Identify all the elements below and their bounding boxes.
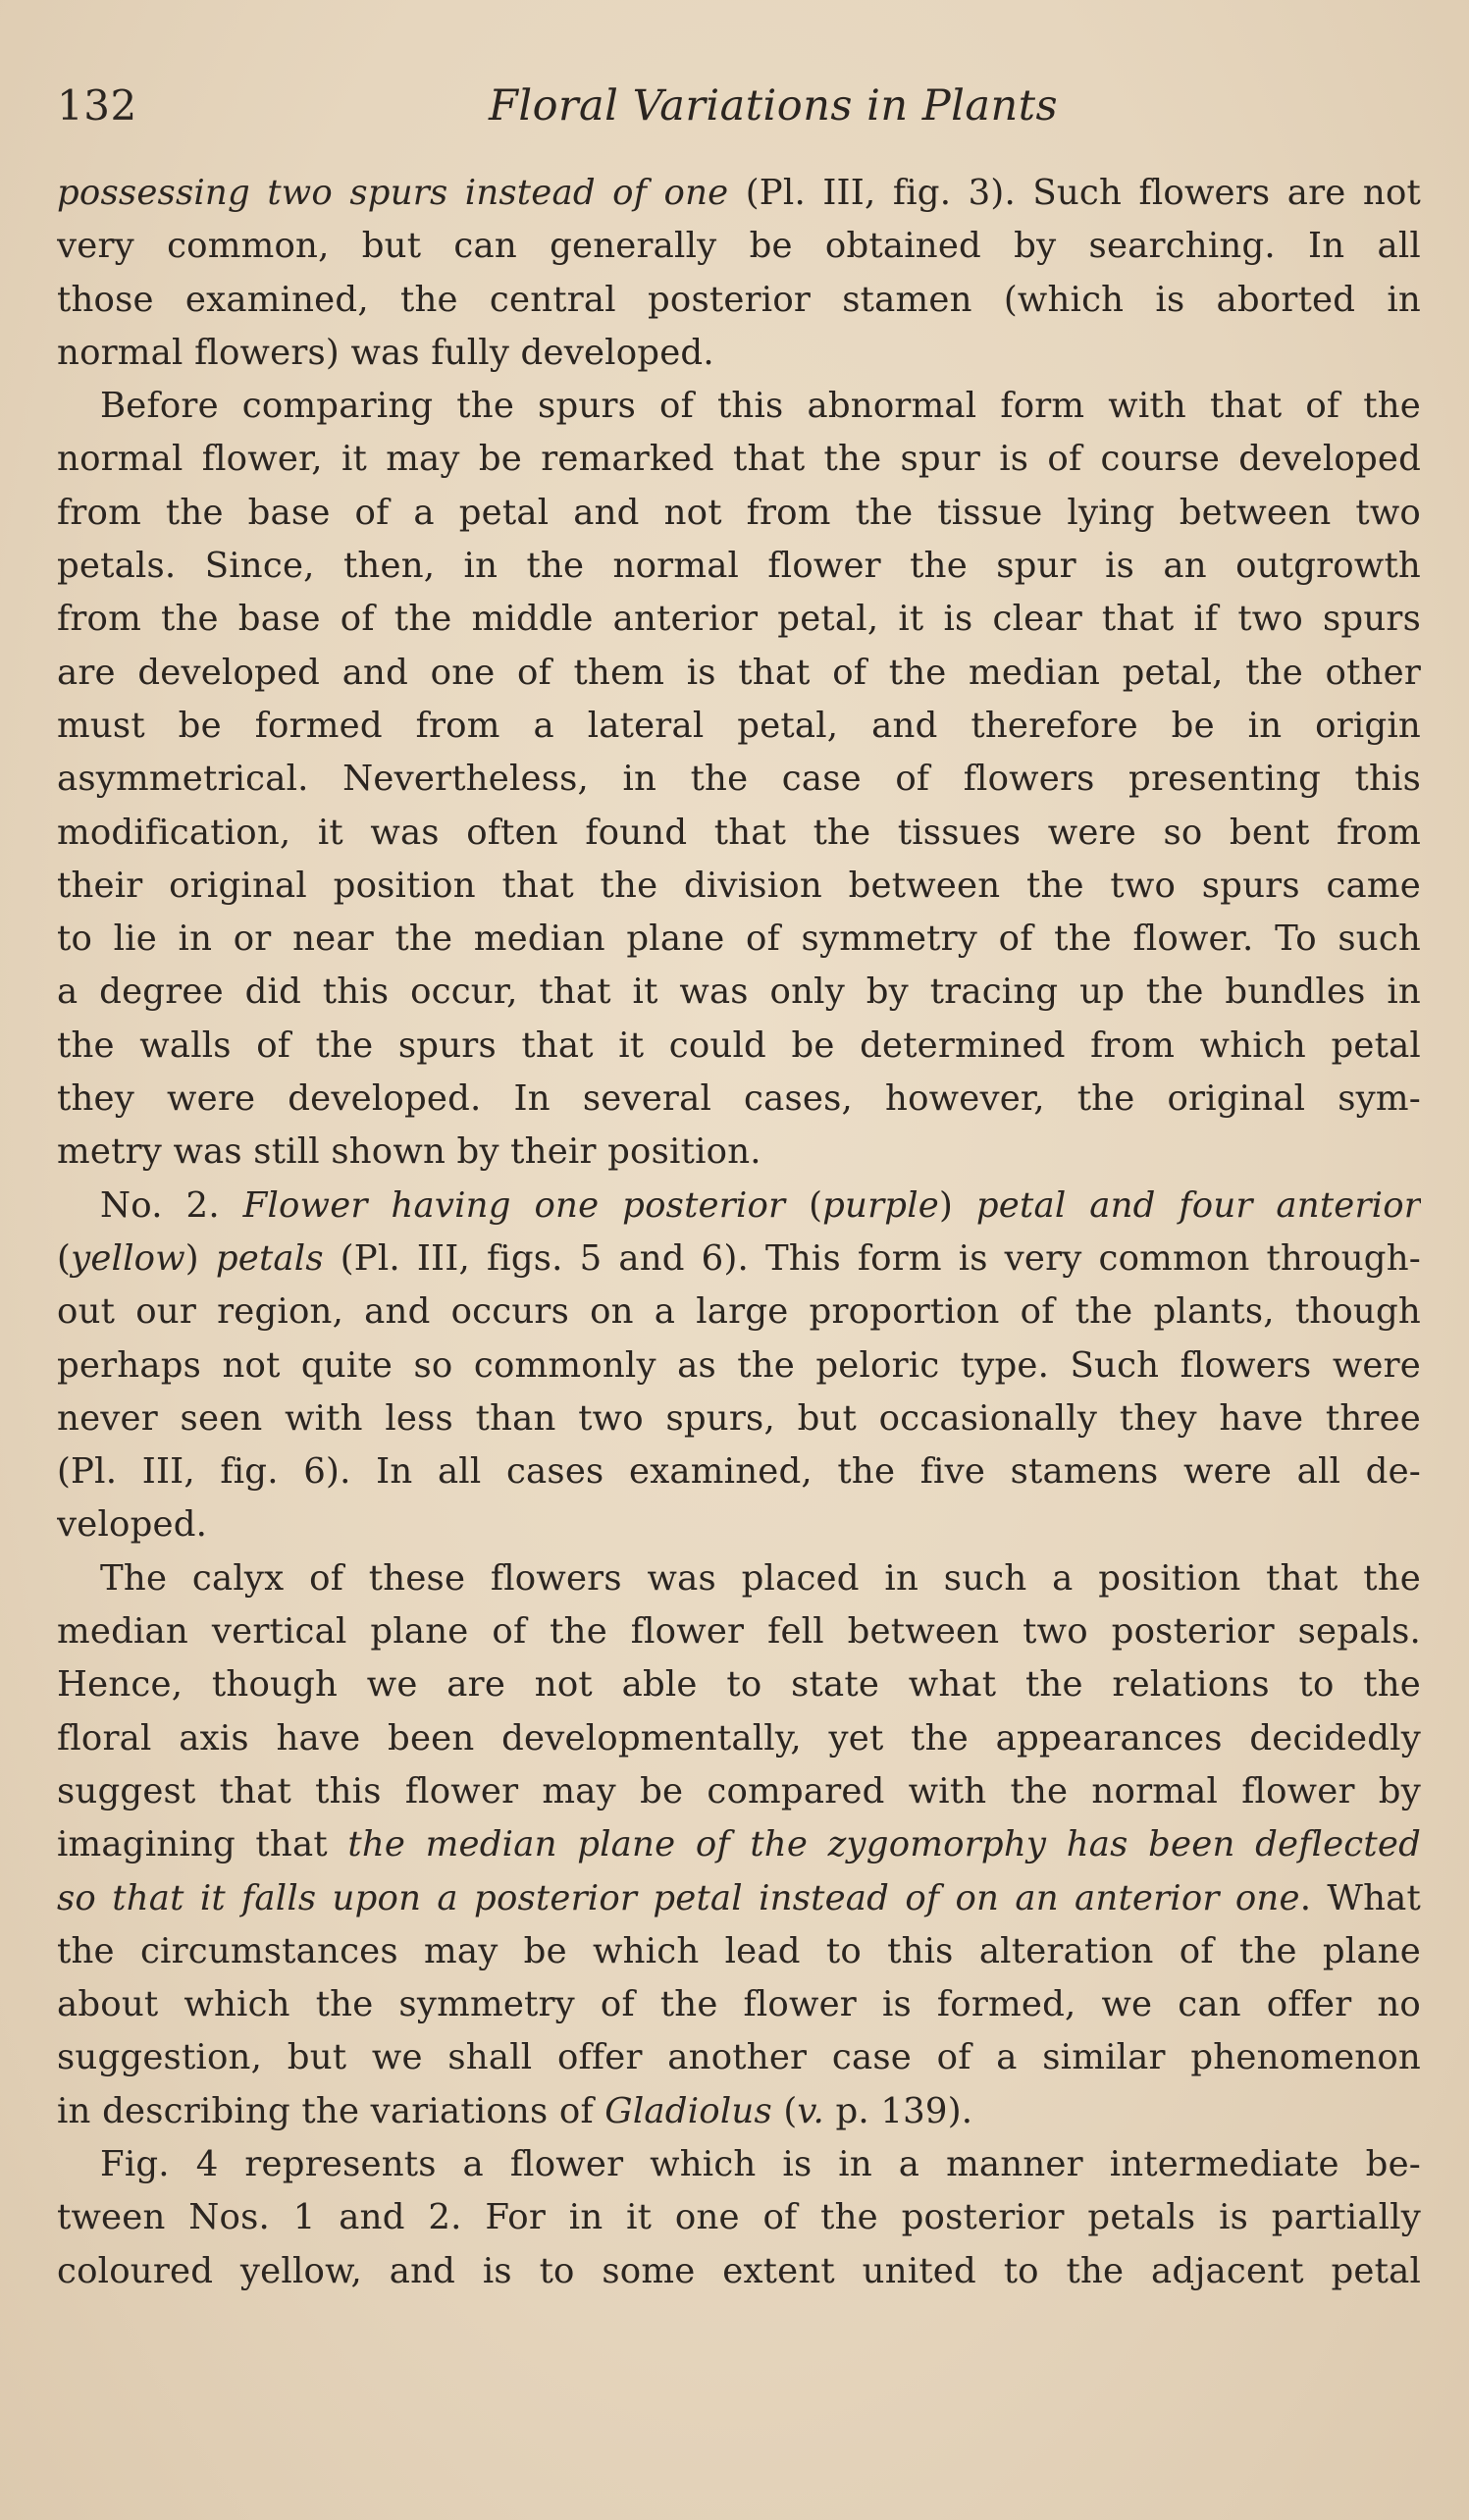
text-line — [57, 1180, 1421, 1233]
text-span: ) — [184, 1237, 216, 1279]
text-line: asymmetrical. Nevertheless, in the case of flowers presenting this — [57, 759, 1421, 800]
body-text — [57, 167, 1421, 2298]
text-line: must be formed from a lateral petal, and therefore be in origin — [57, 705, 1421, 746]
text-line: the walls of the spurs that it could be determined from which petal — [57, 1024, 1421, 1066]
text-span: . What — [1299, 1877, 1421, 1918]
text-line: floral axis have been developmentally, yet the appearances decidedly — [57, 1717, 1421, 1759]
italic-phrase: yellow — [71, 1237, 185, 1279]
text-line: normal flower, it may be remarked that the spur is of course developed — [57, 439, 1421, 480]
paragraph-4 — [57, 1552, 1421, 2138]
text-line: Before comparing the spurs of this abnormal form with that of the — [100, 386, 1421, 427]
text-span: ( — [57, 1237, 72, 1279]
text-span: ( — [785, 1184, 823, 1226]
text-line: modification, it was often found that the tissues were so bent from — [57, 812, 1421, 853]
text-span: (Pl. III, figs. 5 and 6). This form is very common through- — [323, 1237, 1421, 1279]
text-line: perhaps not quite so commonly as the peloric type. Such flowers were — [57, 1344, 1421, 1386]
page-header — [57, 77, 1421, 135]
italic-phrase: possessing two spurs instead of one — [57, 173, 729, 213]
text-line: suggest that this flower may be compared with the normal flower by — [57, 1770, 1421, 1811]
text-line: very common, but can generally be obtained by searching. In all — [57, 226, 1421, 267]
italic-phrase: Flower having one posterior — [242, 1184, 786, 1226]
text-line: a degree did this occur, that it was only by tracing up the bundles in — [57, 971, 1421, 1013]
paragraph-3 — [57, 1180, 1421, 1552]
text-line: the circumstances may be which lead to this alteration of the plane — [57, 1930, 1421, 1971]
italic-phrase: purple — [822, 1184, 939, 1226]
text-line: they were developed. In several cases, however, the original sym- — [57, 1078, 1421, 1120]
italic-phrase: v. — [797, 2090, 824, 2131]
text-line: petals. Since, then, in the normal flower the spur is an outgrowth — [57, 546, 1421, 587]
text-span: (Pl. III, fig. 3). Such flowers are not — [728, 173, 1421, 213]
text-line — [57, 2085, 1421, 2138]
paragraph-2 — [57, 380, 1421, 1179]
text-line: veloped. — [57, 1504, 208, 1546]
text-line — [57, 1872, 1421, 1925]
text-line — [57, 167, 1421, 220]
text-line: normal flowers) was fully developed. — [57, 332, 714, 373]
text-line: tween Nos. 1 and 2. For in it one of the posterior petals is partially — [57, 2197, 1421, 2238]
text-line: coloured yellow, and is to some extent united to the adjacent petal — [57, 2250, 1421, 2291]
text-line: from the base of a petal and not from the tissue lying between two — [57, 492, 1421, 533]
text-line — [57, 1818, 1421, 1871]
text-line: from the base of the middle anterior petal, it is clear that if two spurs — [57, 599, 1421, 640]
text-line: those examined, the central posterior stamen (which is aborted in — [57, 279, 1421, 320]
text-line — [57, 1233, 1421, 1286]
text-line: The calyx of these flowers was placed in such a position that the — [100, 1557, 1421, 1599]
text-line: Fig. 4 represents a flower which is in a manner intermediate be- — [100, 2143, 1421, 2184]
text-line: about which the symmetry of the flower is formed, we can offer no — [57, 1984, 1421, 2025]
paragraph-5 — [57, 2138, 1421, 2298]
italic-phrase: the median plane of the zygomorphy has been deflected — [347, 1824, 1421, 1865]
page-number: 132 — [57, 81, 137, 130]
text-line: to lie in or near the median plane of symmetry of the flower. To such — [57, 919, 1421, 960]
italic-phrase: so that it falls upon a posterior petal instead of on an anterior one — [57, 1877, 1300, 1918]
text-span: ( — [771, 2090, 798, 2131]
text-line: never seen with less than two spurs, but occasionally they have three — [57, 1397, 1421, 1439]
text-span: in describing the variations of — [57, 2090, 605, 2131]
text-span: imagining that — [57, 1824, 348, 1865]
italic-phrase: petals — [215, 1237, 324, 1279]
italic-phrase: Gladiolus — [604, 2090, 772, 2131]
text-span: p. 139). — [823, 2090, 973, 2131]
text-line: suggestion, but we shall offer another case of a similar phenomenon — [57, 2037, 1421, 2078]
text-line: median vertical plane of the flower fell between two posterior sepals. — [57, 1611, 1421, 1653]
text-line: metry was still shown by their position. — [57, 1131, 761, 1173]
text-line: (Pl. III, fig. 6). In all cases examined, the five stamens were all de- — [57, 1451, 1421, 1493]
text-line: their original position that the division between the two spurs came — [57, 865, 1421, 906]
text-span: ) — [938, 1184, 976, 1226]
running-title: Floral Variations in Plants — [489, 81, 1059, 131]
paragraph-1 — [57, 167, 1421, 380]
text-line: out our region, and occurs on a large proportion of the plants, though — [57, 1291, 1421, 1333]
text-line: are developed and one of them is that of the median petal, the other — [57, 652, 1421, 693]
italic-phrase: petal and four anterior — [975, 1184, 1421, 1226]
text-span: No. 2. — [100, 1184, 243, 1226]
text-line: Hence, though we are not able to state what the relations to the — [57, 1664, 1421, 1706]
